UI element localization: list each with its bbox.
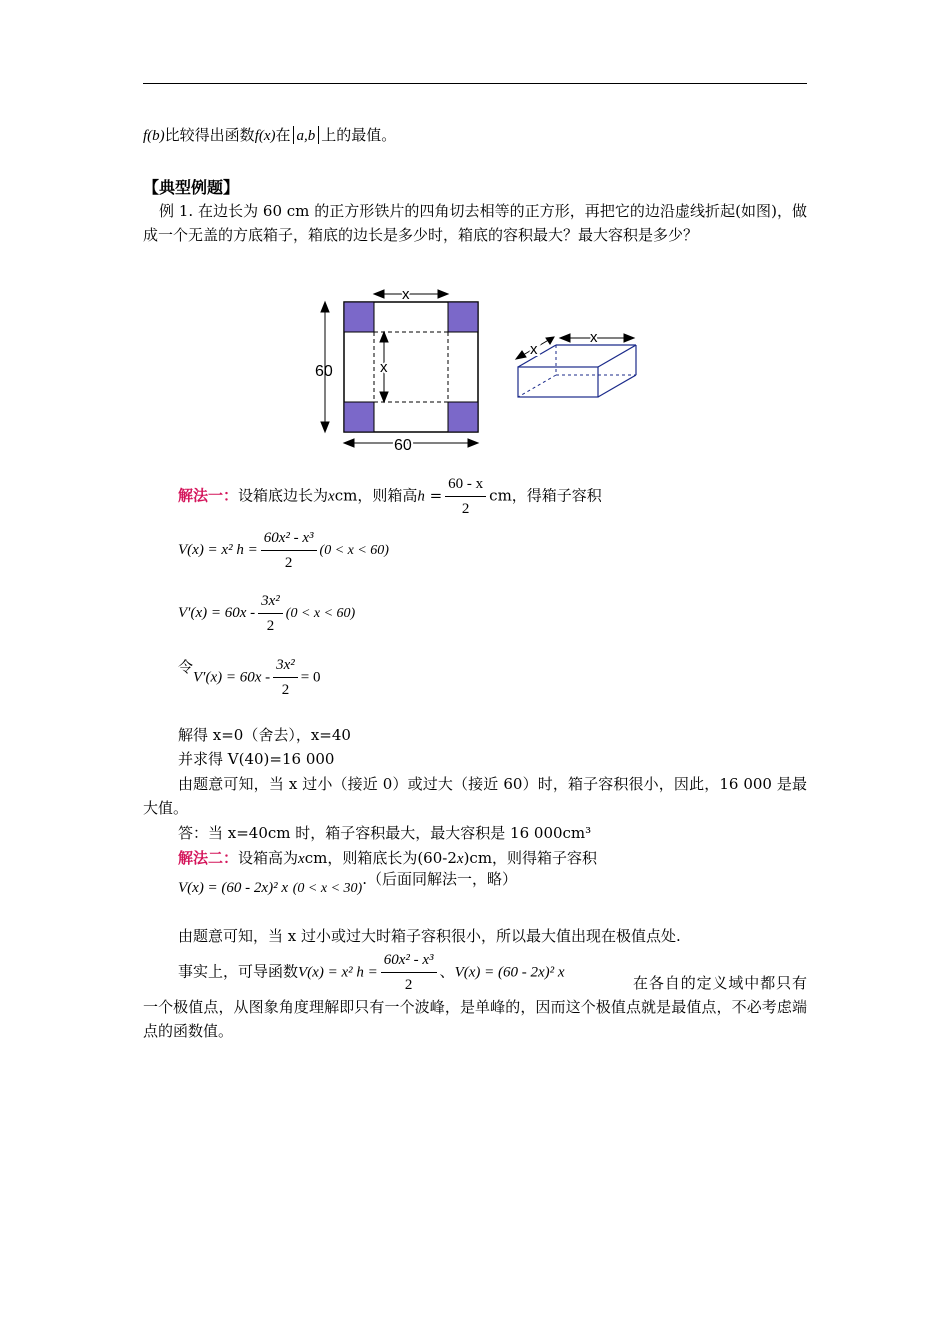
interval-text: a,b — [296, 128, 316, 144]
box-figure — [300, 282, 650, 457]
eq3-den: 2 — [281, 682, 290, 698]
method2-eq-expr: V(x) = (60 - 2x)² x — [178, 880, 288, 896]
eq1-fraction — [261, 528, 317, 573]
fb-expr: f(b) — [143, 128, 165, 144]
fact-eq1-den: 2 — [404, 977, 413, 993]
eq3 — [178, 655, 321, 700]
method1-text-3: cm，得箱子容积 — [489, 486, 602, 505]
label-x-top: x — [402, 286, 410, 303]
method2-intro — [178, 847, 597, 868]
ling-text: 令 — [178, 657, 194, 676]
reason-1: 由题意可知，当 x 过小（接近 0）或过大（接近 60）时，箱子容积很小，因此，16 000 是最大值。 — [143, 775, 807, 817]
answer-line: 答：当 x=40cm 时，箱子容积最大，最大容积是 16 000cm³ — [178, 824, 592, 842]
eq2-num: 3x² — [258, 591, 283, 614]
example-text: 在边长为 60 cm 的正方形铁片的四角切去相等的正方形，再把它的边沿虚线折起(如图)，做成一个无盖的方底箱子，箱底的边长是多少时，箱底的容积最大？最大容积是多少？ — [143, 202, 807, 244]
corner-cut-bl — [344, 402, 374, 432]
method2-tail: .（后面同解法一，略） — [362, 870, 517, 888]
method2-label: 解法二： — [178, 849, 239, 867]
corner-cut-tl — [344, 302, 374, 332]
method1-text-2: cm，则箱高 — [334, 486, 418, 505]
fact-eq1-lhs: V(x) = x² h = — [298, 964, 378, 981]
eq2-fraction — [258, 591, 283, 636]
height-num: 60 - x — [445, 474, 486, 497]
section-heading: 【典型例题】 — [143, 178, 240, 197]
method2-domain: (0 < x < 30) — [292, 881, 363, 896]
solve-line: 解得 x=0（舍去），x=40 — [178, 726, 351, 744]
box-label-side: x — [590, 329, 598, 346]
method2-text-2: cm，则箱底长为(60-2 — [304, 849, 457, 867]
eq3-fraction — [273, 655, 298, 700]
fact-eq1-num: 60x² - x³ — [381, 950, 437, 973]
box-label-front: x — [530, 341, 538, 358]
intro-text-3: 上的最值。 — [321, 126, 397, 144]
eq2 — [178, 591, 355, 636]
method2-var-2: x — [456, 851, 464, 867]
method1-intro: 解法一：设箱底边长为xcm，则箱高h = $\frac{60 - x}{2}$ cm，得箱子容积 — [178, 476, 602, 517]
eq2-domain: (0 < x < 60) — [285, 605, 356, 621]
eq1-den: 2 — [284, 555, 293, 571]
method1-label: 解法一： — [178, 486, 239, 505]
eq1 — [178, 528, 389, 573]
interval — [293, 126, 320, 144]
corner-cut-tr — [448, 302, 478, 332]
eq2-den: 2 — [266, 618, 275, 634]
method2-var: x — [298, 851, 305, 867]
eq2-lhs: V′(x) = 60x - — [178, 604, 256, 621]
fact-sep: 、 — [439, 962, 455, 981]
eq3-rhs: = 0 — [300, 669, 321, 686]
method1-h: h — [417, 488, 425, 505]
label-x-inner: x — [380, 359, 388, 376]
method1-var: x — [328, 488, 335, 505]
corner-cut-br — [448, 402, 478, 432]
label-60-left: 60 — [315, 363, 333, 380]
intro-text-1: 比较得出函数 — [164, 126, 255, 144]
eq1-num: 60x² - x³ — [261, 528, 317, 551]
eq3-num: 3x² — [273, 655, 298, 678]
eq3-lhs: V′(x) = 60x - — [193, 669, 271, 686]
reason-2: 由题意可知，当 x 过小或过大时箱子容积很小，所以最大值出现在极值点处. — [178, 927, 681, 945]
eq1-domain: (0 < x < 60) — [319, 542, 389, 558]
height-den: 2 — [461, 501, 470, 517]
fact-eq2: V(x) = (60 - 2x)² x — [454, 964, 565, 981]
height-fraction — [445, 474, 486, 519]
header-rule — [143, 83, 807, 84]
fact-text-1: 事实上，可导函数 — [178, 962, 299, 981]
method1-text-1: 设箱底边长为 — [238, 486, 329, 505]
example-label: 例 1. — [159, 202, 194, 220]
eq1-lhs: V(x) = x² h = — [178, 541, 258, 558]
intro-line — [143, 124, 396, 145]
fact-line-2: 在各自的定义域中都只有一个极值点，从图象角度理解即只有一个波峰，是单峰的，因而这个极值点就是最值点，不必考虑端点的函数值。 — [143, 974, 807, 1040]
method2-eq — [178, 870, 517, 897]
example-1 — [143, 199, 807, 247]
value-line: 并求得 V(40)=16 000 — [178, 750, 335, 768]
label-60-bottom: 60 — [394, 437, 412, 454]
intro-text-2: 在 — [275, 126, 291, 144]
method2-text-3: )cm，则得箱子容积 — [463, 849, 598, 867]
method2-text-1: 设箱高为 — [238, 849, 299, 867]
fx-expr: f(x) — [254, 128, 276, 144]
